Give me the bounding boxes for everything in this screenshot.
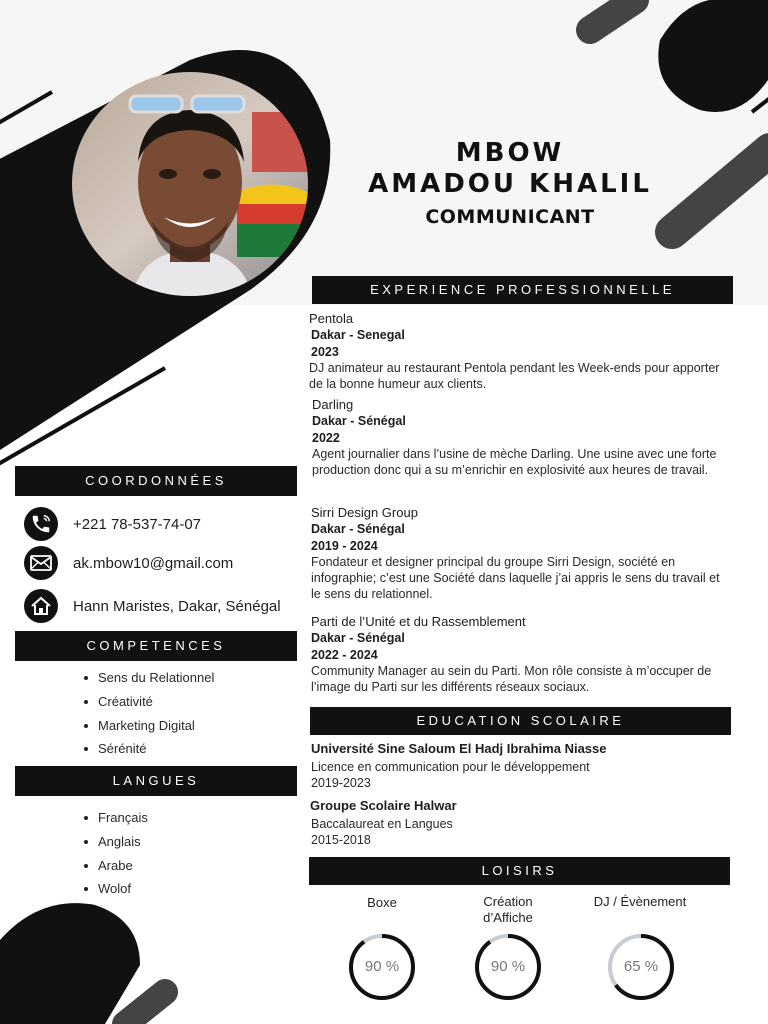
experience-location: Dakar - Senegal: [311, 328, 405, 343]
experience-description: Agent journalier dans l’usine de mèche Darling. Une usine avec une forte production donc qui a su m’enrichir en explosivité aux heures de travail.: [312, 446, 717, 478]
experience-location: Dakar - Sénégal: [311, 631, 405, 646]
education-years: 2019-2023: [311, 776, 371, 790]
hobby-percent: 90 %: [364, 958, 400, 975]
experience-years: 2022 - 2024: [311, 647, 378, 662]
education-school: Université Sine Saloum El Hadj Ibrahima Niasse: [311, 741, 607, 756]
mail-icon: [24, 546, 58, 580]
experience-years: 2019 - 2024: [311, 538, 378, 553]
education-degree: Licence en communication pour le développement: [311, 759, 590, 774]
list-item: Français: [82, 806, 148, 830]
experience-location: Dakar - Sénégal: [312, 414, 406, 429]
contact-header: COORDONNÉES: [15, 466, 297, 496]
experience-description: Community Manager au sein du Parti. Mon rôle consiste à m’occuper de l’image du Parti sur les différents réseaux sociaux.: [311, 663, 712, 695]
phone-number: +221 78-537-74-07: [73, 515, 202, 533]
hobby-label: Création d’Affiche: [483, 894, 533, 925]
hobbies-header: LOISIRS: [309, 857, 730, 885]
education-header: EDUCATION SCOLAIRE: [310, 707, 731, 735]
list-item: Arabe: [82, 854, 148, 878]
experience-description: DJ animateur au restaurant Pentola pendant les Week-ends pour apporter de la bonne humeur aux clients.: [309, 360, 720, 392]
hobby-gauge: [473, 932, 543, 1002]
experience-header: EXPERIENCE PROFESSIONNELLE: [312, 276, 733, 304]
name-block: [330, 138, 690, 228]
experience-years: 2022: [312, 430, 340, 445]
experience-company: Darling: [312, 397, 354, 412]
languages-list: [82, 806, 148, 901]
languages-header: LANGUES: [15, 766, 297, 796]
skills-list: [82, 666, 214, 761]
experience-location: Dakar - Sénégal: [311, 522, 405, 537]
education-school: Groupe Scolaire Halwar: [310, 798, 457, 813]
education-years: 2015-2018: [311, 833, 371, 847]
experience-item: [311, 505, 731, 603]
phone-icon: [24, 507, 58, 541]
experience-company: Pentola: [309, 311, 354, 326]
list-item: Marketing Digital: [82, 714, 214, 738]
address-text: Hann Maristes, Dakar, Sénégal: [73, 597, 281, 615]
hobby-label: Boxe: [367, 895, 397, 910]
contact-phone: [24, 507, 201, 541]
hobby-label: DJ / Évènement: [593, 894, 687, 909]
experience-item: [311, 614, 731, 695]
home-icon: [24, 589, 58, 623]
experience-company: Sirri Design Group: [311, 505, 418, 520]
email-address: ak.mbow10@gmail.com: [73, 554, 234, 572]
education-item: [310, 798, 730, 849]
list-item: Sérénité: [82, 737, 214, 761]
list-item: Anglais: [82, 830, 148, 854]
experience-company: Parti de l’Unité et du Rassemblement: [311, 614, 526, 629]
profile-photo: [72, 72, 308, 296]
list-item: Sens du Relationnel: [82, 666, 214, 690]
experience-item: [309, 311, 729, 392]
education-degree: Baccalaureat en Langues: [311, 816, 453, 831]
job-title: COMMUNICANT: [425, 206, 595, 228]
education-item: [311, 741, 731, 792]
last-name: MBOW: [455, 138, 565, 168]
experience-description: Fondateur et designer principal du groupe Sirri Design, société en infographie; c’est une Société dans laquelle j’ai appris le sens du travail et le sens du relationnel.: [311, 554, 720, 602]
skills-header: COMPETENCES: [15, 631, 297, 661]
experience-item: [312, 397, 722, 478]
hobby-percent: 65 %: [623, 958, 659, 975]
list-item: Créativité: [82, 690, 214, 714]
contact-address: [24, 589, 281, 623]
hobby-gauge: [347, 932, 417, 1002]
first-name: AMADOU KHALIL: [368, 169, 652, 199]
contact-email: [24, 546, 233, 580]
hobby-gauge: [606, 932, 676, 1002]
hobby-percent: 90 %: [490, 958, 526, 975]
list-item: Wolof: [82, 877, 148, 901]
experience-years: 2023: [311, 344, 339, 359]
